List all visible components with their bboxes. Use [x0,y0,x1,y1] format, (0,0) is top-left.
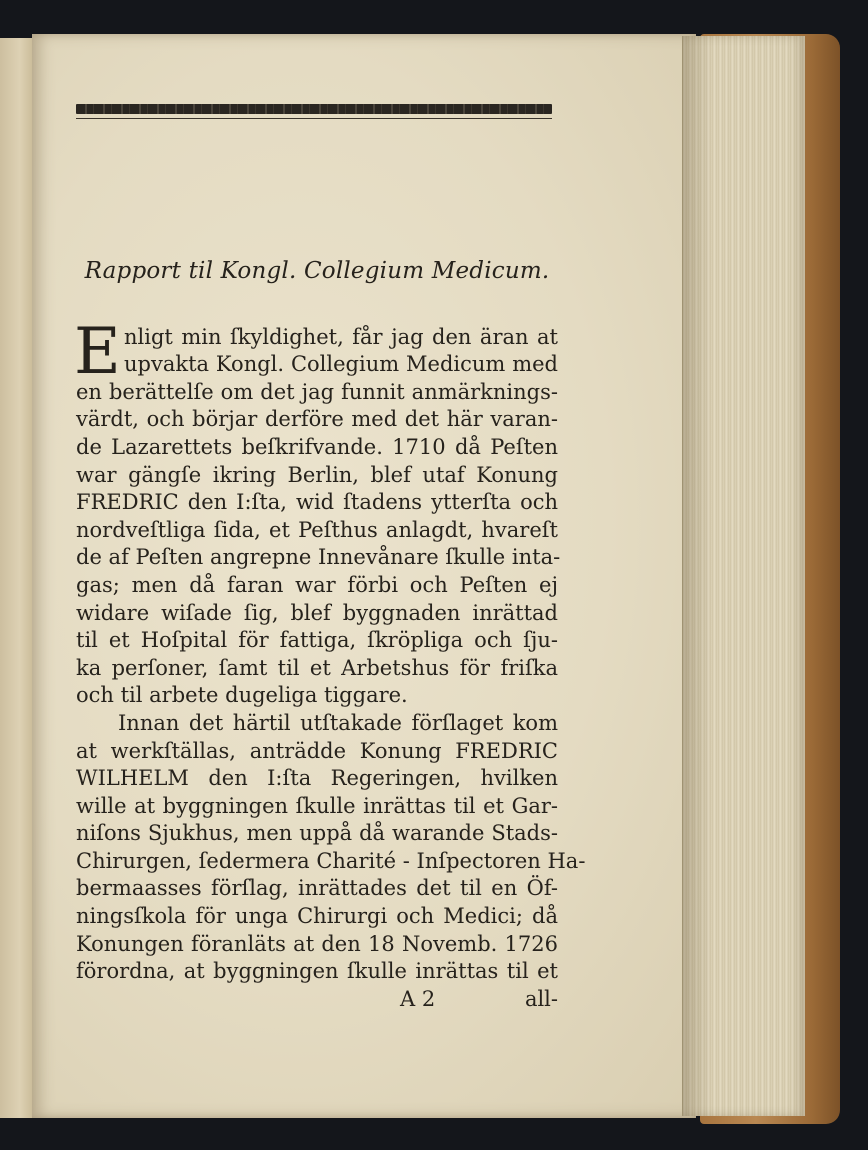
text-line: Konungen föranläts at den 18 Novemb. 1726 [76,931,558,956]
text-line: WILHELM den I:ſta Regeringen, hvilken [76,766,558,791]
page-text [74,258,586,1013]
text-line: ka perſoner, ſamt til et Arbetshus för friſka [76,655,558,680]
text-line: war gängſe ikring Berlin, blef utaf Konung [76,462,558,487]
text-line: Innan det härtil utſtakade förſlaget kom [118,710,558,735]
page-title: Rapport til Kongl. Collegium Medicum. [84,258,550,284]
text-line: bermaasses förſlag, inrättades det til en Öf- [76,876,558,901]
text-line: gas; men då faran war förbi och Peſten ej [76,572,558,597]
headpiece-rule [76,118,552,119]
ornamental-headpiece [76,104,552,114]
catchword: all- [524,986,558,1011]
text-line: och til arbete dugeliga tiggare. [76,683,408,708]
text-line: en berättelſe om det jag funnit anmärknings- [76,379,558,404]
text-line: Chirurgen, ſedermera Charité - Inſpectoren Ha- [76,848,586,873]
text-line: nligt min ſkyldighet, får jag den äran at [124,324,558,349]
text-line: de Lazarettets beſkrifvande. 1710 då Peſten [76,434,558,459]
text-line: niſons Sjukhus, men uppå då warande Stads- [76,821,558,846]
text-line: ningsſkola för unga Chirurgi och Medici; då [76,904,558,929]
text-line: värdt, och börjar derföre med det här varan- [76,407,558,432]
page-footer [76,986,558,1014]
signature-mark: A 2 [400,986,436,1011]
text-line: widare wiſade ſig, blef byggnaden inrättad [76,600,558,625]
text-line: upvakta Kongl. Collegium Medicum med [124,352,558,377]
text-line: förordna, at byggningen ſkulle inrättas til et [76,959,558,984]
fore-edge-shadow [682,36,712,1116]
text-line: til et Hoſpital för fattiga, ſkröpliga och ſju- [76,628,558,653]
text-line: nordveſtliga ſida, et Peſthus anlagdt, hvareſt [76,517,558,542]
first-paragraph [74,314,561,710]
text-line: wille at byggningen ſkulle inrättas til et Gar- [76,793,558,818]
text-line: de af Peſten angrepne Innevånare ſkulle inta- [76,545,561,570]
second-paragraph [76,710,586,986]
text-line: FREDRIC den I:ſta, wid ſtadens ytterſta och [76,490,558,515]
text-line: at werkſtällas, anträdde Konung FREDRIC [76,738,558,763]
drop-capital: E [74,314,121,389]
